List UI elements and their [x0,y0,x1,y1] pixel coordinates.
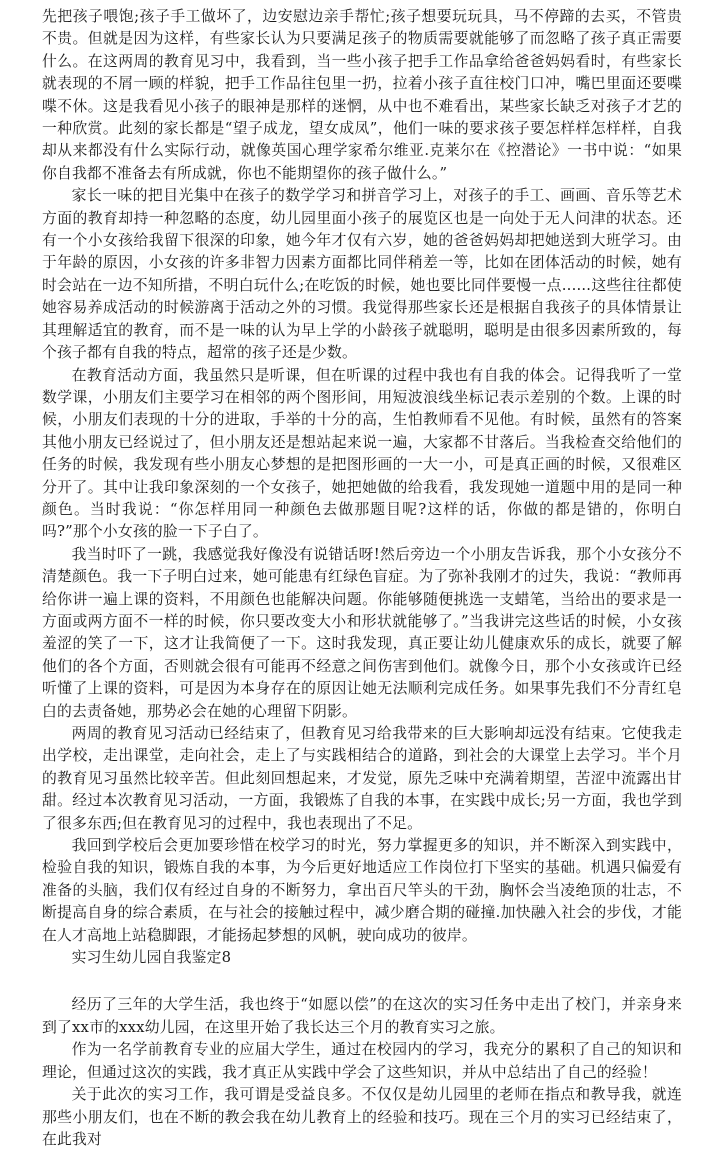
section-title: 实习生幼儿园自我鉴定8 [71,949,232,967]
paragraph: 关于此次的实习工作，我可谓是受益良多。不仅仅是幼儿园里的老师在指点和教导我，就连那些小朋友们，也在不断的教会我在幼儿教育上的经验和技巧。现在三个月的实习已经结束了，在此我对 [42,1086,682,1148]
paragraph: 在教育活动方面，我虽然只是听课，但在听课的过程中我也有自我的体会。记得我听了一堂数学课，小朋友们主要学习在相邻的两个图形间，用短波浪线坐标记表示差别的个数。上课的时候，小朋友们表现的十分的进取，手举的十分的高，生怕教师看不见他。有时候，虽然有的答案其他小朋友已经说过了，但小朋友还是想站起来说一遍，大家都不甘落后。当我检查交给他们的任务的时候，我发现有些小朋友心梦想的是把图形画的一大一小，可是真正画的时候，又很难区分开了。其中让我印象深刻的一个女孩子，她把她做的给我看，我发现她一道题中用的是同一种颜色。当时我说：“你怎样用同一种颜色去做那题目呢?这样的话，你做的都是错的，你明白吗?”那个小女孩的脸一下子白了。 [42,366,682,541]
paragraph: 我回到学校后会更加要珍惜在校学习的时光，努力掌握更多的知识，并不断深入到实践中，检验自我的知识，锻炼自我的本事，为今后更好地适应工作岗位打下坚实的基础。机遇只偏爱有准备的头脑，我们仅有经过自身的不断努力，拿出百尺竿头的干劲，胸怀会当凌绝顶的壮志，不断提高自身的综合素质，在与社会的接触过程中，减少磨合期的碰撞.加快融入社会的步伐，才能在人才高地上站稳脚跟，才能扬起梦想的风帆，驶向成功的彼岸。 [42,837,682,944]
paragraph: 作为一名学前教育专业的应届大学生，通过在校园内的学习，我充分的累积了自己的知识和理论，但通过这次的实践，我才真正从实践中学会了这些知识，并从中总结出了自己的经验！ [42,1041,682,1081]
paragraph: 先把孩子喂饱;孩子手工做坏了，边安慰边亲手帮忙;孩子想要玩玩具，马不停蹄的去买，不管贵不贵。但就是因为这样，有些家长认为只要满足孩子的物质需要就能够了而忽略了孩子真正需要什么。在这两周的教育见习中，我看到，当一些小孩子把手工作品拿给爸爸妈妈看时，有些家长就表现的不屑一顾的样貌，把手工作品往包里一扔，拉着小孩子直往校门口冲，嘴巴里面还要喋喋不休。这是我看见小孩子的眼神是那样的迷惘，从中也不难看出，某些家长缺乏对孩子才艺的一种欣赏。此刻的家长都是“望子成龙，望女成凤”，他们一味的要求孩子要怎样样怎样样，自我却从来都没有什么实际行动，就像英国心理学家希尔维亚.克莱尔在《控潜论》一书中说：“如果你自我都不准备去有所成就，你也不能期望你的孩子做什么。” [42,8,682,182]
section-gap [42,969,682,994]
paragraph: 我当时吓了一跳，我感觉我好像没有说错话呀!然后旁边一个小朋友告诉我，那个小女孩分不清楚颜色。我一下子明白过来，她可能患有红绿色盲症。为了弥补我刚才的过失，我说：“教师再给你讲一遍上课的资料，不用颜色也能解决问题。你能够随便挑选一支蜡笔，当给出的要求是一方面或两方面不一样的时候，你只要改变大小和形状就能够了。”当我讲完这些话的时候，小女孩羞涩的笑了一下，这才让我简便了一下。这时我发现，真正要让幼儿健康欢乐的成长，就要了解他们的各个方面，否则就会很有可能再不经意之间伤害到他们。就像今日，那个小女孩或许已经听懂了上课的资料，可是因为本身存在的原因让她无法顺利完成任务。如果事先我们不分青红皂白的去责备她，那势必会在她的心理留下阴影。 [42,545,682,720]
paragraph: 经历了三年的大学生活，我也终于“如愿以偿”的在这次的实习任务中走出了校门，并亲身来到了xx市的xxx幼儿园，在这里开始了我长达三个月的教育实习之旅。 [42,996,682,1036]
paragraph: 两周的教育见习活动已经结束了，但教育见习给我带来的巨大影响却远没有结束。它使我走出学校，走出课堂，走向社会，走上了与实践相结合的道路，到社会的大课堂上去学习。半个月的教育见习虽然比较辛苦。但此刻回想起来，才发觉，原先乏味中充满着期望，苦涩中流露出甘甜。经过本次教育见习活动，一方面，我锻炼了自我的本事，在实践中成长;另一方面，我也学到了很多东西;但在教育见习的过程中，我也表现出了不足。 [42,725,682,832]
document-page [42,6,682,1151]
paragraph: 家长一味的把目光集中在孩子的数学学习和拼音学习上，对孩子的手工、画画、音乐等艺术方面的教育却持一种忽略的态度，幼儿园里面小孩子的展览区也是一向处于无人问津的状态。还有一个小女孩给我留下很深的印象，她今年才仅有六岁，她的爸爸妈妈却把她送到大班学习。由于年龄的原因，小女孩的许多非智力因素方面都比同伴稍差一等，比如在团体活动的时候，她有时会站在一边不知所措，不明白玩什么;在吃饭的时候，她也要比同伴要慢一点......这些往往都使她容易养成活动的时候游离于活动之外的习惯。我觉得那些家长还是根据自我孩子的具体情景让其理解适宜的教育，而不是一味的认为早上学的小龄孩子就聪明，聪明是由很多因素所致的，每个孩子都有自我的特点，超常的孩子还是少数。 [42,187,682,362]
